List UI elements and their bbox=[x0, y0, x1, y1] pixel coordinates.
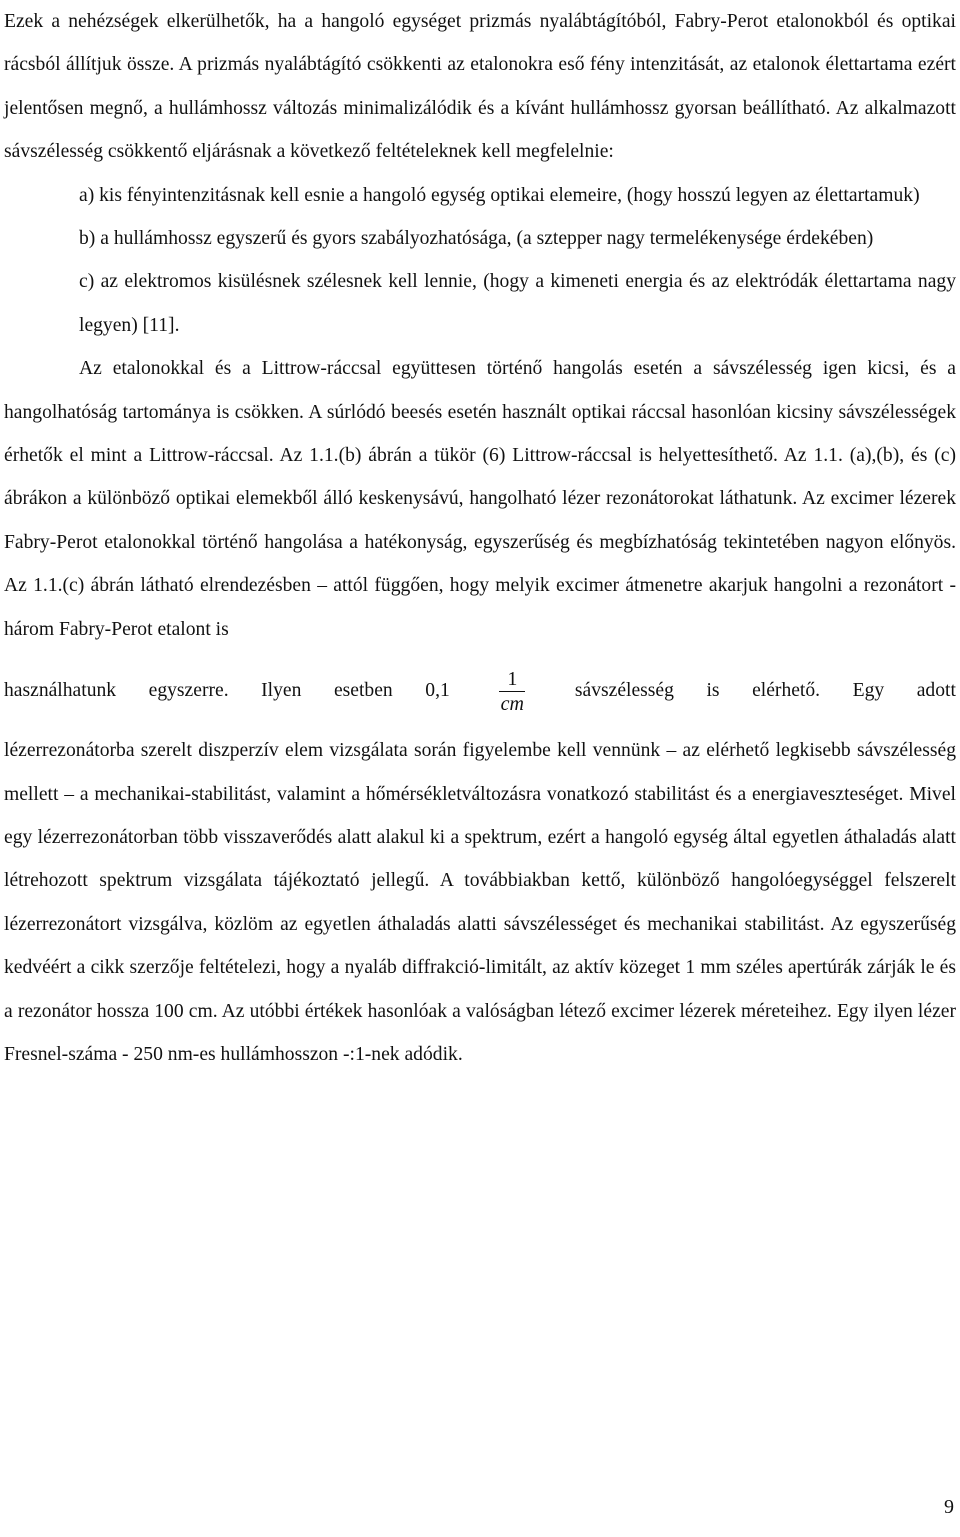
word: esetben bbox=[333, 680, 393, 702]
word: adott bbox=[916, 680, 956, 702]
word: használhatunk bbox=[4, 680, 117, 702]
page-number: 9 bbox=[944, 1496, 954, 1518]
document-body bbox=[4, 0, 956, 1076]
fraction-per-cm bbox=[482, 667, 542, 716]
list-item-a: a) kis fényintenzitásnak kell esnie a hangoló egység optikai elemeire, (hogy hosszú legyen az élettartamuk) bbox=[79, 184, 920, 206]
fraction-line bbox=[4, 655, 956, 727]
paragraph-tuning: Az etalonokkal és a Littrow-ráccsal együttesen történő hangolás esetén a sávszélesség igen kicsi, és a hangolhatóság tartománya is csökken. A súrlódó beesés esetén használt optikai ráccsal hasonlóan kicsiny sávszélességek érhetők el mint a Littrow-ráccsal. Az 1.1.(b) ábrán a tükör (6) Littrow-ráccsal is helyettesíthető. Az 1.1. (a),(b), és (c) ábrákon a különböző optikai elemekből álló keskenysávú, hangolható lézer rezonátorokat láthatunk. Az excimer lézerek Fabry-Perot etalonokkal történő hangolása a hatékonyság, egyszerűség és megbízhatóság tekintetében nagyon előnyös. Az 1.1.(c) ábrán látható elrendezésben – attól függően, hogy melyik excimer átmenetre akarjuk hangolni a rezonátort -három Fabry-Perot etalont is bbox=[4, 358, 956, 640]
paragraph-dispersive-element: lézerrezonátorba szerelt diszperzív elem vizsgálata során figyelembe kell vennünk – az elérhető legkisebb sávszélesség mellett – a mechanikai-stabilitást, valamint a hőmérsékletváltozásra vonatkozó stabilitást és a energiaveszteséget. Mivel egy lézerrezonátorban több visszaverődés alatt alakul ki a spektrum, ezért a hangoló egység által egyetlen áthaladás alatt létrehozott spektrum vizsgálata tájékoztató jellegű. A továbbiakban kettő, különböző hangolóegységgel felszerelt lézerrezonátort vizsgálva, közlöm az egyetlen áthaladás alatti sávszélességet és mechanikai stabilitást. Az egyszerűség kedvéért a cikk szerzője feltételezi, hogy a nyaláb diffrakció-limitált, az aktív közeget 1 mm széles apertúrák zárják le és a rezonátor hossza 100 cm. Az utóbbi értékek hasonlóak a valóságban létező excimer lézerek méreteihez. Egy ilyen lézer Fresnel-száma - 250 nm-es hullámhosszon -:1-nek adódik. bbox=[4, 740, 956, 1065]
word: egyszerre. bbox=[148, 680, 229, 702]
word: is bbox=[706, 680, 720, 702]
word: elérhető. bbox=[752, 680, 821, 702]
list-item-b: b) a hullámhossz egyszerű és gyors szabályozhatósága, (a sztepper nagy termelékenysége érdekében) bbox=[79, 228, 874, 250]
word: 0,1 bbox=[425, 680, 450, 702]
fraction-denominator: cm bbox=[500, 692, 524, 715]
word: sávszélesség bbox=[574, 680, 674, 702]
list-item-c: c) az elektromos kisülésnek szélesnek kell lennie, (hogy a kimeneti energia és az elektródák élettartama nagy legyen) [11]. bbox=[79, 271, 956, 336]
word: Egy bbox=[852, 680, 885, 702]
paragraph-intro: Ezek a nehézségek elkerülhetők, ha a hangoló egységet prizmás nyalábtágítóból, Fabry-Perot etalonokból és optikai rácsból állítjuk össze. A prizmás nyalábtágító csökkenti az etalonokra eső fény intenzitását, az etalonok élettartama ezért jelentősen megnő, a hullámhossz változás minimalizálódik és a kívánt hullámhossz gyorsan beállítható. Az alkalmazott sávszélesség csökkentő eljárásnak a következő feltételeknek kell megfelelnie: bbox=[4, 11, 956, 163]
fraction-numerator: 1 bbox=[499, 667, 525, 692]
word: Ilyen bbox=[261, 680, 302, 702]
